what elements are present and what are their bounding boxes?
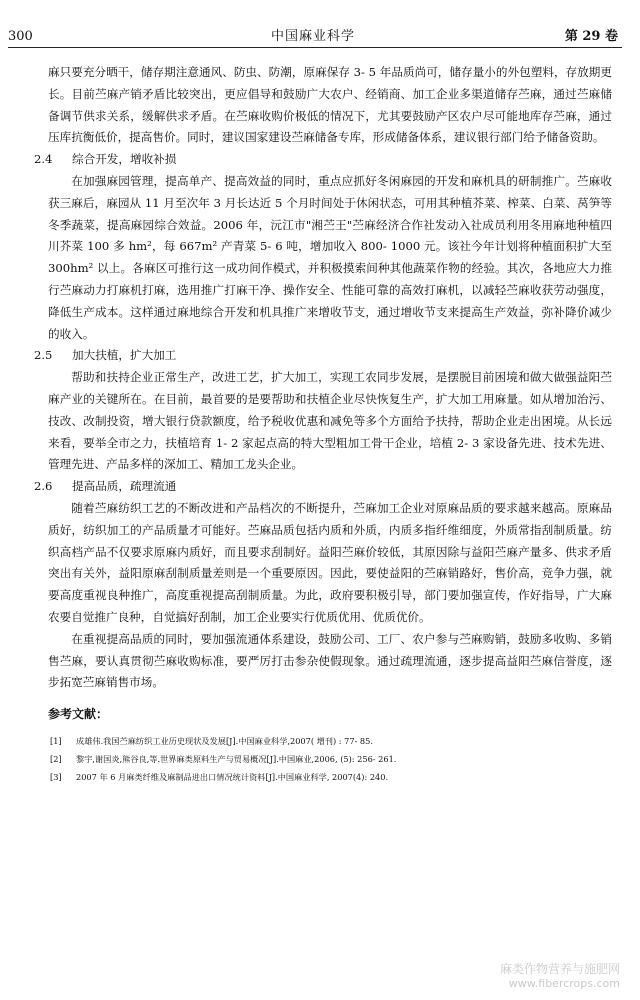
reference-item [48,768,612,786]
section-title: 加大扶植，扩大加工 [72,348,177,363]
section-number: 2.6 [34,479,53,494]
paragraph-2-6-b: 在重视提高品质的同时，要加强流通体系建设，鼓励公司、工厂、农户参与苎麻购销，鼓励多收购、多销售苎麻，要认真贯彻苎麻收购标准，要严厉打击参杂使假现象。通过疏理流通，逐步提高益阳苎麻信誉度，逐步拓宽苎麻销售市场。 [48,631,612,690]
paragraph-2-4: 在加强麻园管理，提高单产、提高效益的同时，重点应抓好冬闲麻园的开发和麻机具的研制推广。苎麻收获三麻后，麻园从 11 月至次年 3 月长达近 5 个月时间处于休闲状态，可用其种植芥菜、榨菜、白菜、莴笋等冬季蔬菜，提高麻园综合效益。2006 年，沅江市"湘苎王"苎麻经济合作社发动入社成员利用冬用麻地种植四川芥菜 100 多 hm²，每 667m² 产青菜 5- 6 吨，增加收入 800- 1000 元。该社今年计划将种植面积扩大至 300hm² 以上。各麻区可推行这一成功间作模式，并积极摸索间种其他蔬菜作物的经验。其次，各地应大力推行苎麻动力打麻机打麻，选用推广打麻干净、操作安全、性能可靠的高效打麻机，以减轻苎麻收获劳动强度，降低生产成本。这样通过麻地综合开发和机具推广来增收节支，通过增收节支来提高生产效益，弥补降价减少的收入。 [48,173,612,341]
section-title: 提高品质，疏理流通 [72,479,177,494]
reference-text: 黎宇,谢国炎,熊谷良,等.世界麻类原料生产与贸易概况[J].中国麻业,2006, (5): 256- 261. [76,753,397,764]
paragraph-continued: 麻只要充分晒干，储存期注意通风、防虫、防潮，原麻保存 3- 5 年品质尚可，储存量小的外包塑料，存放期更长。目前苎麻产销矛盾比较突出，更应倡导和鼓励广大农户、经销商、加工企业多渠道储存苎麻，通过苎麻储备调节供求关系，缓解供求矛盾。在苎麻收购价极低的情况下，尤其要鼓励产区农户尽可能地库存苎麻，通过压库抗衡低价，提高售价。同时，建议国家建设苎麻储备专库，形成储备体系，建议银行部门给予储备资助。 [48,65,612,145]
watermark-title: 麻类作物营养与施肥网 [499,962,620,976]
header-rule [8,47,622,48]
article-body [34,62,612,786]
reference-text: 成雄伟.我国苎麻纺织工业历史现状及发展[J].中国麻业科学,2007( 增刊) : 77- 85. [76,735,373,746]
paragraph-2-5: 帮助和扶持企业正常生产，改进工艺，扩大加工，实现工农同步发展，是摆脱目前困境和做大做强益阳苎麻产业的关键所在。在目前，最首要的是要帮助和扶植企业尽快恢复生产，扩大加工用麻量。如从增加治污、技改、改制投资，增大银行贷款额度，给予税收优惠和减免等多个方面给予扶持，帮助企业走出困境。从长远来看，要举全市之力，扶植培育 1- 2 家起点高的特大型粗加工骨干企业，培植 2- 3 家设备先进、技术先进、管理先进、产品多样的深加工、精加工龙头企业。 [48,370,612,472]
section-heading-2-6 [34,476,612,498]
page-number: 300 [8,29,33,44]
section-heading-2-4 [34,149,612,171]
section-number: 2.4 [34,152,53,167]
reference-list [48,732,612,786]
section-number: 2.5 [34,348,53,363]
reference-number: [1] [50,735,62,746]
running-header [8,22,618,44]
section-title: 综合开发，增收补损 [72,152,177,167]
references-title: 参考文献： [48,707,109,722]
reference-text: 2007 年 6 月麻类纤维及麻制品进出口情况统计资料[J].中国麻业科学, 2007(4): 240. [76,771,389,782]
section-heading-2-5 [34,345,612,367]
reference-number: [3] [50,771,62,782]
reference-item [48,750,612,768]
watermark-url: www.fibercrops.com [508,977,620,990]
reference-item [48,732,612,750]
site-watermark [500,960,620,990]
volume-label: 第 29 卷 [564,29,618,44]
journal-title: 中国麻业科学 [270,29,355,44]
reference-number: [2] [50,753,62,764]
paragraph-2-6-a: 随着苎麻纺织工艺的不断改进和产品档次的不断提升，苎麻加工企业对原麻品质的要求越来越高。原麻品质好，纺织加工的产品质量才可能好。苎麻品质包括内质和外质，内质多指纤维细度，外质常指刮制质量。纺织高档产品不仅要求原麻内质好，而且要求刮制好。益阳苎麻价较低，其原因除与益阳苎麻产量多、供求矛盾突出有关外，益阳原麻刮制质量差则是一个重要原因。因此，要使益阳的苎麻销路好，售价高，竞争力强，就要高度重视良种推广，高度重视提高刮制质量。为此，政府要积极引导，部门要加强宣传，作好指导，广大麻农要自觉推广良种，自觉搞好刮制，加工企业要实行优质优用、优质优价。 [48,500,612,624]
